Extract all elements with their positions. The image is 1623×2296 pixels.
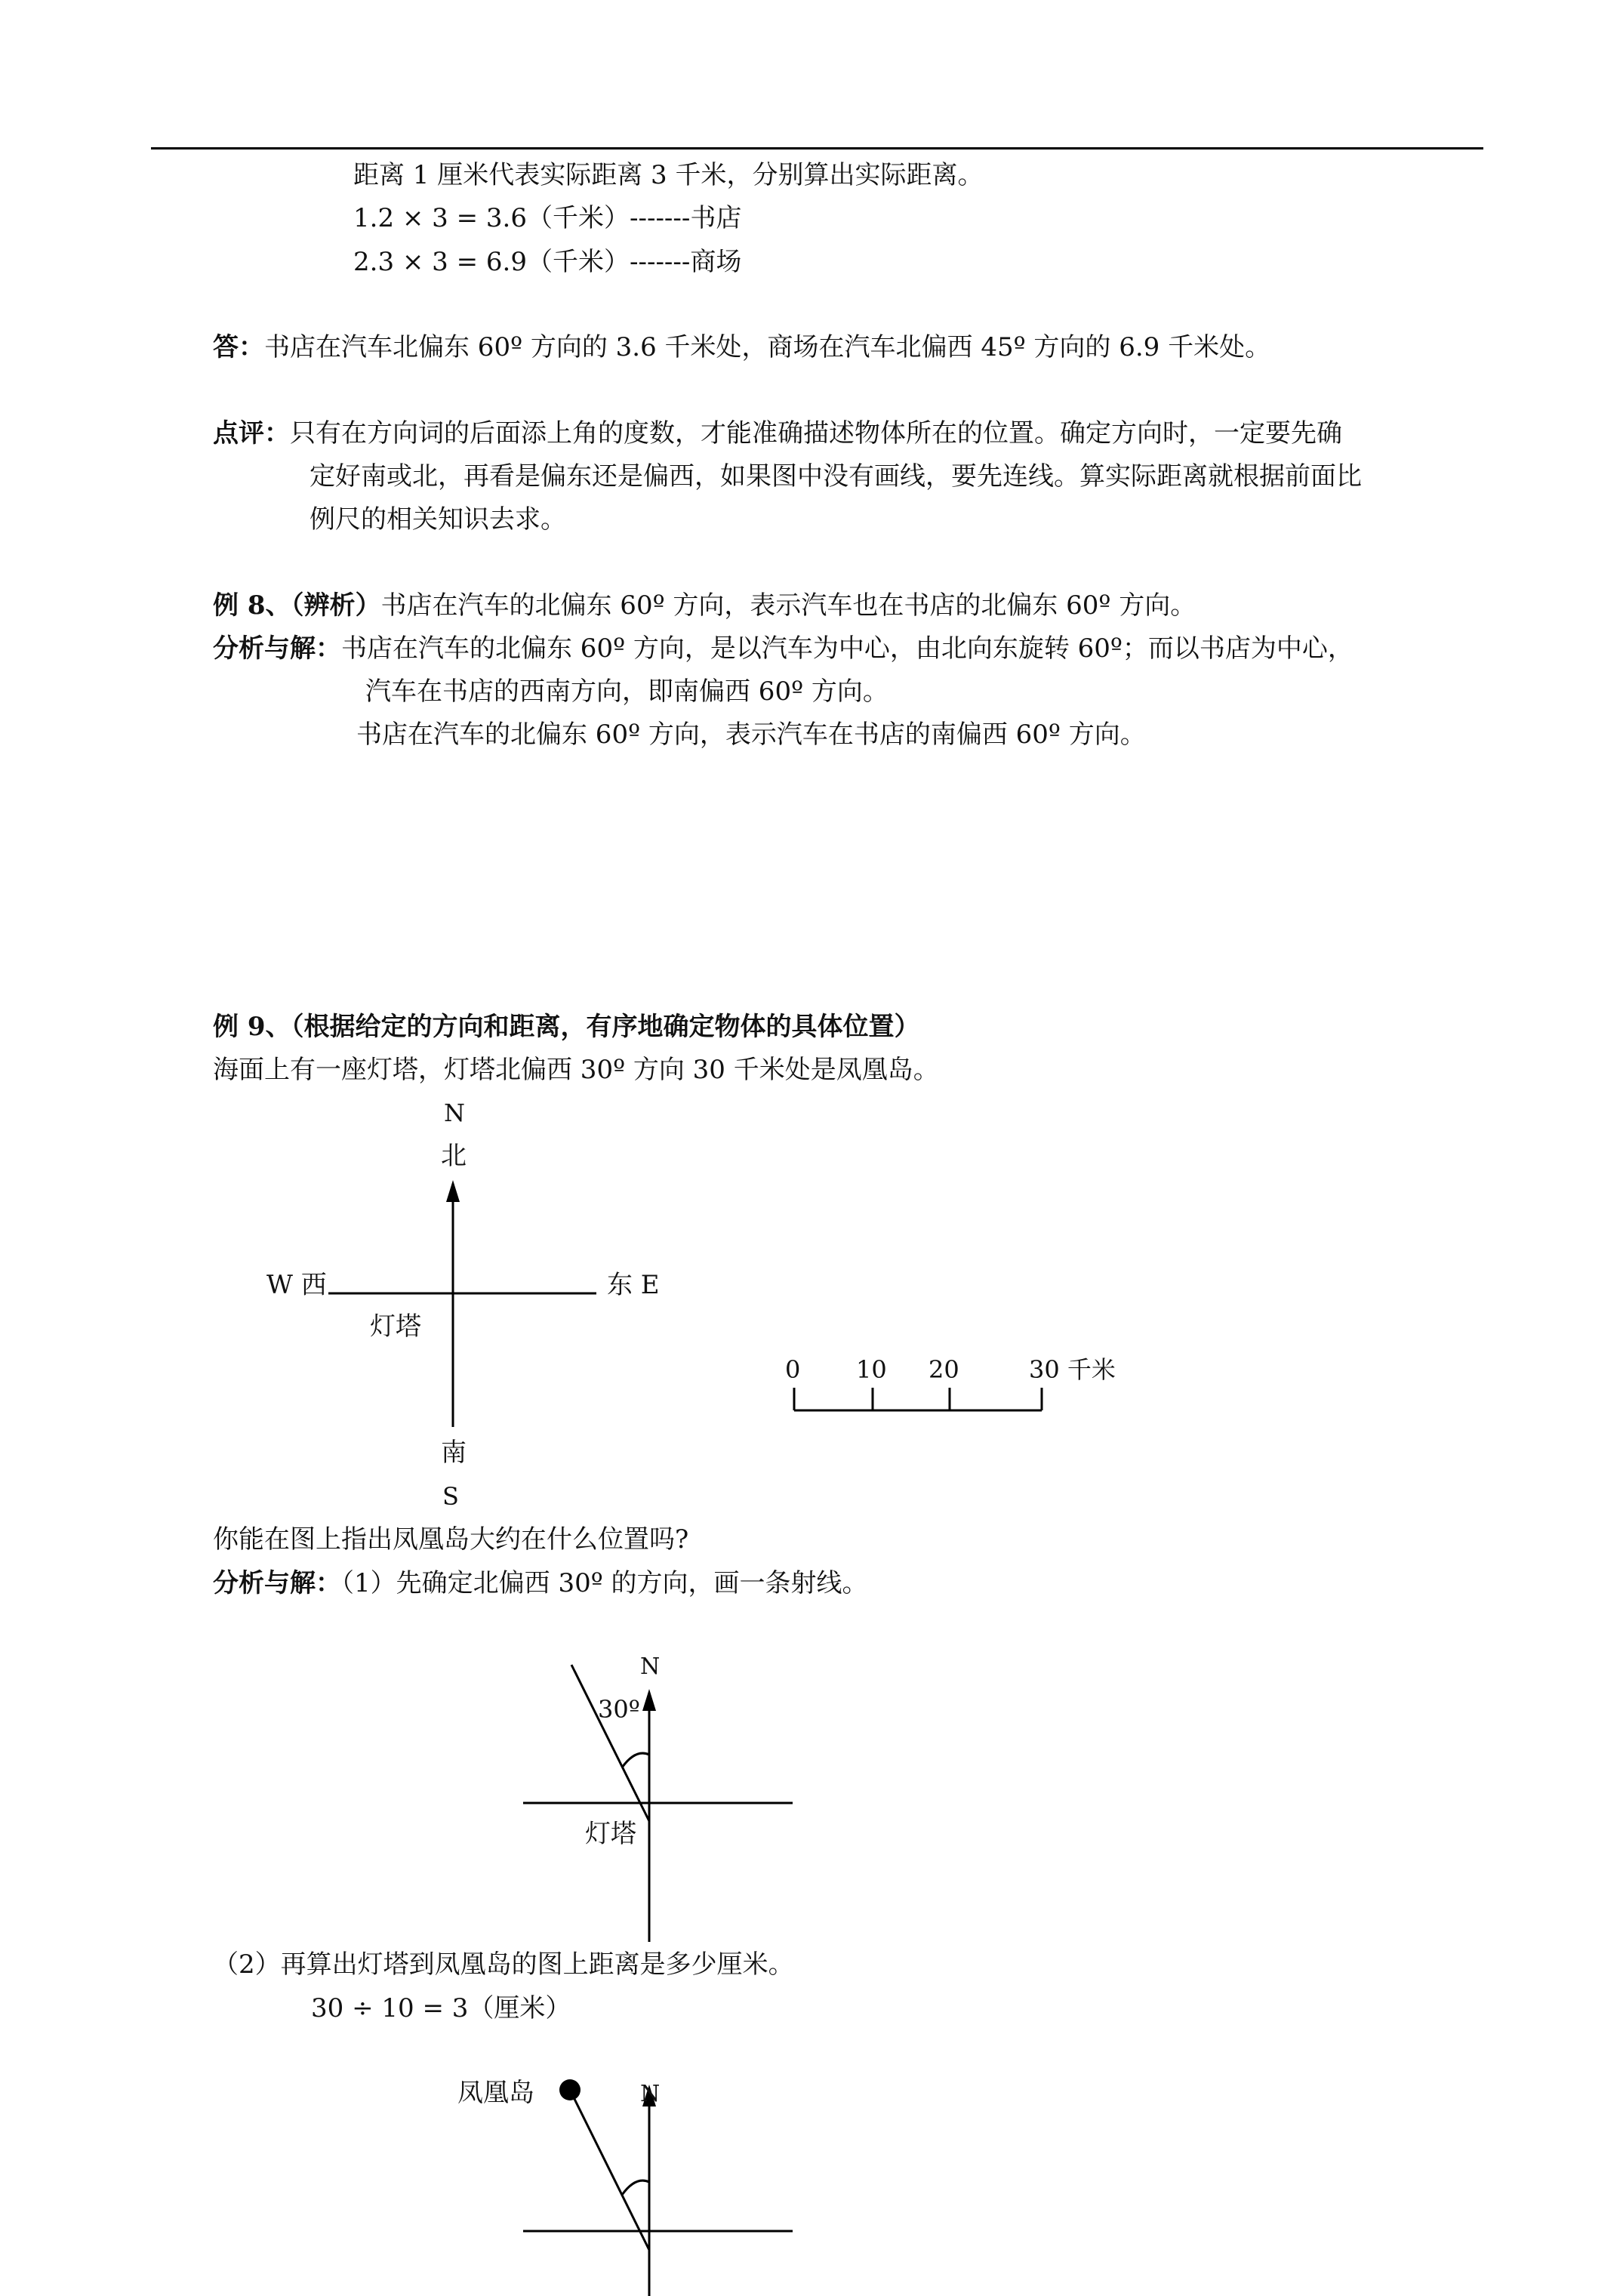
comment-line-2: 定好南或北，再看是偏东还是偏西，如果图中没有画线，要先连线。算实际距离就根据前面比 bbox=[310, 461, 1362, 492]
comment-line-1: 点评：只有在方向词的后面添上角的度数，才能准确描述物体所在的位置。确定方向时，一定要先确 bbox=[213, 418, 1342, 448]
scale-tick-20: 20 bbox=[929, 1355, 959, 1384]
island-marker-icon bbox=[559, 2079, 581, 2100]
angle-arc bbox=[622, 1753, 649, 1767]
compass3-island: 凤凰岛 bbox=[457, 2078, 534, 2108]
compass3-n-letter: N bbox=[640, 2081, 661, 2107]
comment-label: 点评： bbox=[213, 418, 290, 448]
example9-step1: 分析与解：（1）先确定北偏西 30º 的方向，画一条射线。 bbox=[213, 1568, 868, 1598]
scale-tick-0: 0 bbox=[785, 1355, 801, 1384]
compass2-angle: 30º bbox=[598, 1695, 640, 1724]
example9-desc: 海面上有一座灯塔，灯塔北偏西 30º 方向 30 千米处是凤凰岛。 bbox=[213, 1055, 939, 1085]
compass2-n-letter: N bbox=[640, 1653, 661, 1680]
answer-text: 书店在汽车北偏东 60º 方向的 3.6 千米处，商场在汽车北偏西 45º 方向的 6.9 千米处。 bbox=[264, 332, 1271, 362]
answer-label: 答： bbox=[213, 332, 264, 362]
compass-diagram-3 bbox=[457, 2078, 793, 2296]
north-arrow-icon bbox=[446, 1180, 460, 1202]
ray-30-degree bbox=[571, 1665, 649, 1821]
ray-to-island bbox=[571, 2093, 649, 2250]
example8-analysis-1: 分析与解：书店在汽车的北偏东 60º 方向，是以汽车为中心，由北向东旋转 60º；而以书店为中心， bbox=[213, 633, 1354, 664]
scale-tick-30: 30 千米 bbox=[1029, 1355, 1116, 1384]
calc-bookstore: 1.2 × 3 = 3.6（千米）-------书店 bbox=[353, 203, 742, 233]
compass1-lighthouse: 灯塔 bbox=[370, 1311, 421, 1342]
example8-title: 例 8、（辨析）书店在汽车的北偏东 60º 方向，表示汽车也在书店的北偏东 60º 方向。 bbox=[213, 590, 1196, 621]
example9-calc: 30 ÷ 10 = 3（厘米） bbox=[311, 1993, 571, 2023]
compass1-east: 东 E bbox=[607, 1270, 660, 1300]
scale-tick-10: 10 bbox=[856, 1355, 887, 1384]
compass1-s-letter: S bbox=[442, 1482, 459, 1511]
north-arrow-icon bbox=[642, 1689, 656, 1711]
example9-title: 例 9、（根据给定的方向和距离，有序地确定物体的具体位置） bbox=[213, 1012, 920, 1042]
compass1-west: W 西 bbox=[266, 1270, 327, 1300]
comment-line-3: 例尺的相关知识去求。 bbox=[310, 504, 566, 535]
compass-diagram-2 bbox=[523, 1653, 793, 1942]
example8-analysis-3: 书店在汽车的北偏东 60º 方向，表示汽车在书店的南偏西 60º 方向。 bbox=[356, 720, 1146, 750]
scale-explanation: 距离 1 厘米代表实际距离 3 千米，分别算出实际距离。 bbox=[353, 160, 984, 190]
calc-mall: 2.3 × 3 = 6.9（千米）-------商场 bbox=[353, 247, 742, 277]
scale-bar bbox=[785, 1355, 1116, 1410]
compass1-south: 南 bbox=[441, 1438, 467, 1468]
example9-step2: （2）再算出灯塔到凤凰岛的图上距离是多少厘米。 bbox=[213, 1949, 794, 1980]
compass2-lighthouse: 灯塔 bbox=[585, 1819, 636, 1849]
compass1-north: 北 bbox=[441, 1141, 467, 1171]
example9-question: 你能在图上指出凤凰岛大约在什么位置吗? bbox=[213, 1524, 689, 1555]
example8-analysis-2: 汽车在书店的西南方向，即南偏西 60º 方向。 bbox=[365, 676, 888, 707]
angle-arc bbox=[622, 2180, 649, 2195]
compass1-n-letter: N bbox=[444, 1099, 465, 1127]
